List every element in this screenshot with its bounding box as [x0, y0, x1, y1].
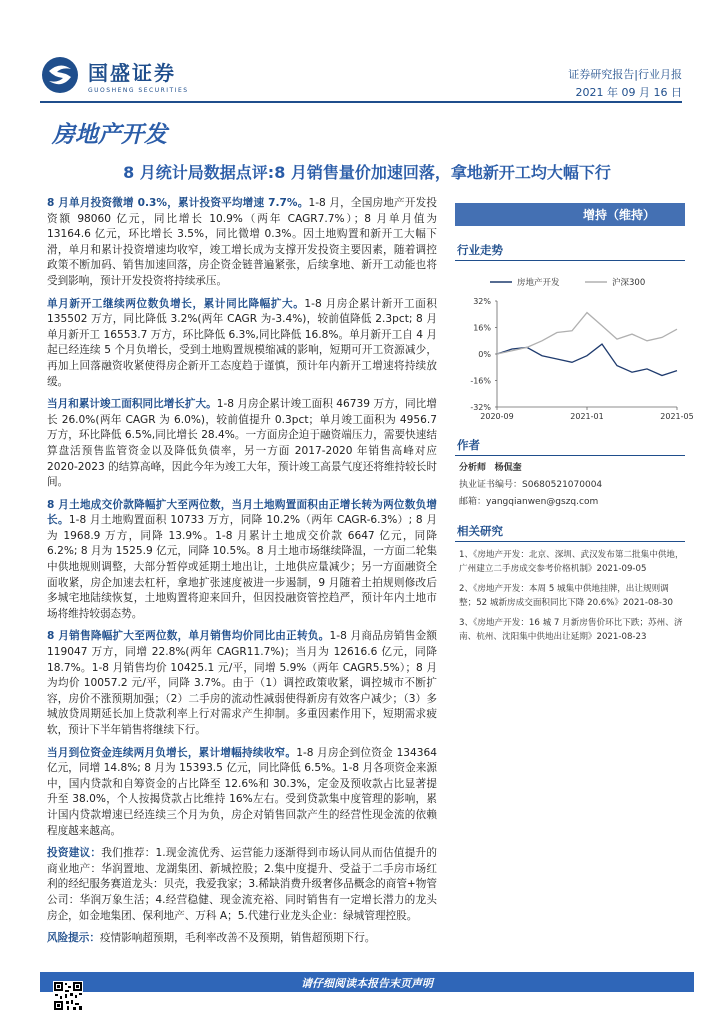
paragraph-risk — [47, 931, 437, 947]
paragraph-heading: 单月新开工继续两位数负增长，累计同比降幅扩大。 — [47, 297, 305, 310]
report-date: 2021 年 09 月 16 日 — [575, 86, 682, 99]
paragraph-completions — [47, 397, 437, 491]
y-tick-label: -16% — [470, 376, 491, 386]
paragraph-heading: 投资建议： — [47, 847, 102, 860]
rating-badge: 增持（维持） — [455, 203, 685, 226]
y-tick-label: 32% — [473, 297, 491, 306]
footer-bar — [40, 972, 694, 992]
analyst-email[interactable]: 邮箱：yangqianwen@gszq.com — [459, 497, 599, 507]
footer-disclaimer[interactable]: 请仔细阅读本报告末页声明 — [301, 977, 433, 990]
report-title: 8 月统计局数据点评:8 月销售量价加速回落，拿地新开工均大幅下行 — [123, 163, 611, 182]
brand-logo — [40, 55, 189, 95]
paragraph-heading: 8 月单月投资微增 0.3%，累计投资平均增速 7.7%。 — [47, 197, 309, 209]
analyst-section-title: 作者 — [455, 435, 685, 456]
paragraph-body: 1-8 月，全国房地产开发投资额 98060 亿元，同比增长 10.9%（两年 CAGR7.7%）；8 月单月值为 13164.6 亿元，环比增长 3.5%，同比微增 0.3%。因土地购置和新开工大幅下滑，单月和累计投资增速均收窄，竣工增长成为支撑开发投资主要因素，随着调控政策不断加码、销售加速回落，房企资金链普遍紧张，后续拿地、新开工动能也将受到影响，预计开发投资将持续承压。 — [47, 197, 437, 287]
paragraph-heading: 当月到位资金连续两月负增长，累计增幅持续收窄。 — [47, 746, 297, 759]
related-report[interactable]: 1、《房地产开发：北京、深圳、武汉发布第二批集中供地，广州建立二手房成交参考价格机制》2021-09-05 — [459, 550, 684, 574]
related-section-title: 相关研究 — [455, 521, 685, 542]
header-divider — [40, 101, 682, 103]
y-tick-label: 16% — [473, 323, 491, 333]
paragraph-recommendation — [47, 846, 437, 924]
paragraph-land — [47, 498, 437, 623]
logo-text-en: GUOSHENG SECURITIES — [88, 86, 189, 94]
paragraph-new-starts — [47, 297, 437, 391]
x-tick-label: 2021-05 — [660, 412, 694, 421]
paragraph-body: 1-8 月房企累计竣工面积 46739 万方，同比增长 26.0%(两年 CAGR 为 6.0%)，较前值提升 0.3pct；单月竣工面积为 4956.7 万方，环比降低 6.5%,同比增长 28.4%。一方面房企迫于融资端压力，需要快速结算盘活预售监管资金以及降低负债率，另一方面 2017-2020 年销售高峰对应 2020-2023 的结算高峰，因此今年为竣工大年，预计竣工高景气度还将维持较长时间。 — [47, 398, 437, 489]
paragraph-body: 1-8 月房企到位资金 134364 亿元，同增 14.8%; 8 月为 15393.5 亿元，同比降低 6.5%。1-8 月各项资金来源中，国内贷款和自筹资金的占比降至 12.6%和 30.3%，定金及预收款占比显著提升至 38.0%，个人按揭贷款占比维持 16%左右。受到贷款集中度管理的影响，累计国内贷款增速已经连续三个月为负，房企对销售回款产生的经营性现金流的依赖程度越来越高。 — [47, 746, 438, 837]
paragraph-heading: 8 月销售降幅扩大至两位数，单月销售均价同比由正转负。 — [47, 630, 330, 643]
report-type: 证券研究报告|行业月报 — [568, 68, 682, 81]
qr-code-icon — [53, 981, 83, 1011]
x-tick-label: 2021-01 — [570, 412, 604, 421]
x-tick-label: 2020-09 — [480, 412, 514, 421]
paragraph-heading: 风险提示： — [47, 932, 100, 945]
paragraph-body: 1-8 月房企累计新开工面积 135502 万方，同比降低 3.2%(两年 CAGR 为-3.4%)，较前值降低 2.3pct; 8 月单月新开工 16553.7 万方，环比降低 6.3%,同比降低 16.8%。单月新开工自 4 月起已经连续 5 个月负增长，受到土地购置规模缩减的影响，短期可开工资源减少，再加上回落融资收紧使得房企新开工态度趋于谨慎，预计年内新开工增速将持续放缓。 — [47, 297, 438, 388]
related-report[interactable]: 3、《房地产开发：16 城 7 月新房售价环比下跌；苏州、济南、杭州、沈阳集中供地出让延期》2021-08-23 — [459, 618, 683, 642]
analyst-row — [459, 460, 685, 473]
series-line-csi300 — [497, 313, 677, 354]
qr-code — [53, 981, 83, 1011]
paragraph-heading: 当月和累计竣工面积同比增长扩大。 — [47, 398, 217, 411]
series-line-real-estate — [497, 344, 677, 375]
paragraph-heading: 8 月土地成交价款降幅扩大至两位数，当月土地购置面积由正增长转为两位数负增长。 — [47, 498, 437, 527]
paragraph-funding — [47, 746, 437, 840]
paragraph-body: 疫情影响超预期，毛利率改善不及预期，销售超预期下行。 — [99, 932, 376, 945]
paragraph-body: 1-8 月土地购置面积 10733 万方，同降 10.2%（两年 CAGR-6.3%）; 8 月为 1968.9 万方，同降 13.9%。1-8 月累计土地成交价款 6647 亿元，同降 6.2%; 8 月为 1525.9 亿元，同降 10.5%。8 月土地市场继续降温，一方面二轮集中供地规则调整，大部分暂停或延期土地出让，土地供应量减少；另一方面融资全面收紧，房企加速去杠杆，拿地扩张速度被进一步遏制，9 月随着土拍规则修改后多城宅地陆续恢复，土地购置将迎来回升，但因投融资管控趋严，预计年内土地市场将维持较弱态势。 — [47, 514, 438, 620]
cert-number: 执业证书编号：S0680521070004 — [459, 480, 603, 490]
trend-section-title: 行业走势 — [455, 240, 685, 261]
industry-trend-chart — [455, 267, 694, 421]
legend-label: 沪深300 — [612, 278, 646, 288]
legend-label: 房地产开发 — [517, 278, 560, 288]
paragraph-body: 我们推荐：1.现金流优秀、运营能力逐渐得到市场认同从而估值提升的商业地产：华润置地、龙湖集团、新城控股；2.集中度提升、受益于二手房市场红利的经纪服务赛道龙头：贝壳，我爱我家；3.稀缺消费升级奢侈品概念的商管+物管公司：华润万象生活；4.经营稳健、现金流充裕、同时销售有一定增长潜力的龙头房企，如金地集团、保利地产、万科 A；5.代建行业龙头企业：绿城管理控股。 — [47, 847, 438, 922]
y-tick-label: -32% — [470, 403, 491, 412]
sector-name: 房地产开发 — [52, 121, 167, 148]
paragraph-sales — [47, 629, 437, 738]
related-report[interactable]: 2、《房地产开发：本周 5 城集中供地挂牌，出让规则调整；52 城新房成交面积同比下降 20.6%》2021-08-30 — [459, 584, 673, 608]
summary-column — [47, 196, 437, 954]
sidebar — [455, 203, 694, 644]
logo-text-cn: 国盛证券 — [88, 60, 176, 85]
paragraph-body: 1-8 月商品房销售金额 119047 万方，同增 22.8%(两年 CAGR11.7%)；当月为 12616.6 亿元，同降 18.7%。1-8 月销售均价 10425.1 元/平，同增 5.9%（两年 CAGR5.5%）；8 月为均价 10057.2 元/平，同降 3.7%。由于（1）调控政策收紧，调控城市不断扩容，房价不涨预期加强；（2）二手房的流动性减弱使得新房有效客户减少；（3）多城放贷周期延长加上贷款利率上行对需求产生抑制。多重因素作用下，短期需求疲软，预计下半年销售将继续下行。 — [47, 630, 438, 736]
analyst-name: 杨侃奎 — [494, 463, 522, 473]
paragraph-investment — [47, 196, 437, 290]
logo-icon — [40, 55, 80, 95]
analyst-label: 分析师 — [459, 463, 487, 473]
y-tick-label: 0% — [478, 350, 491, 359]
